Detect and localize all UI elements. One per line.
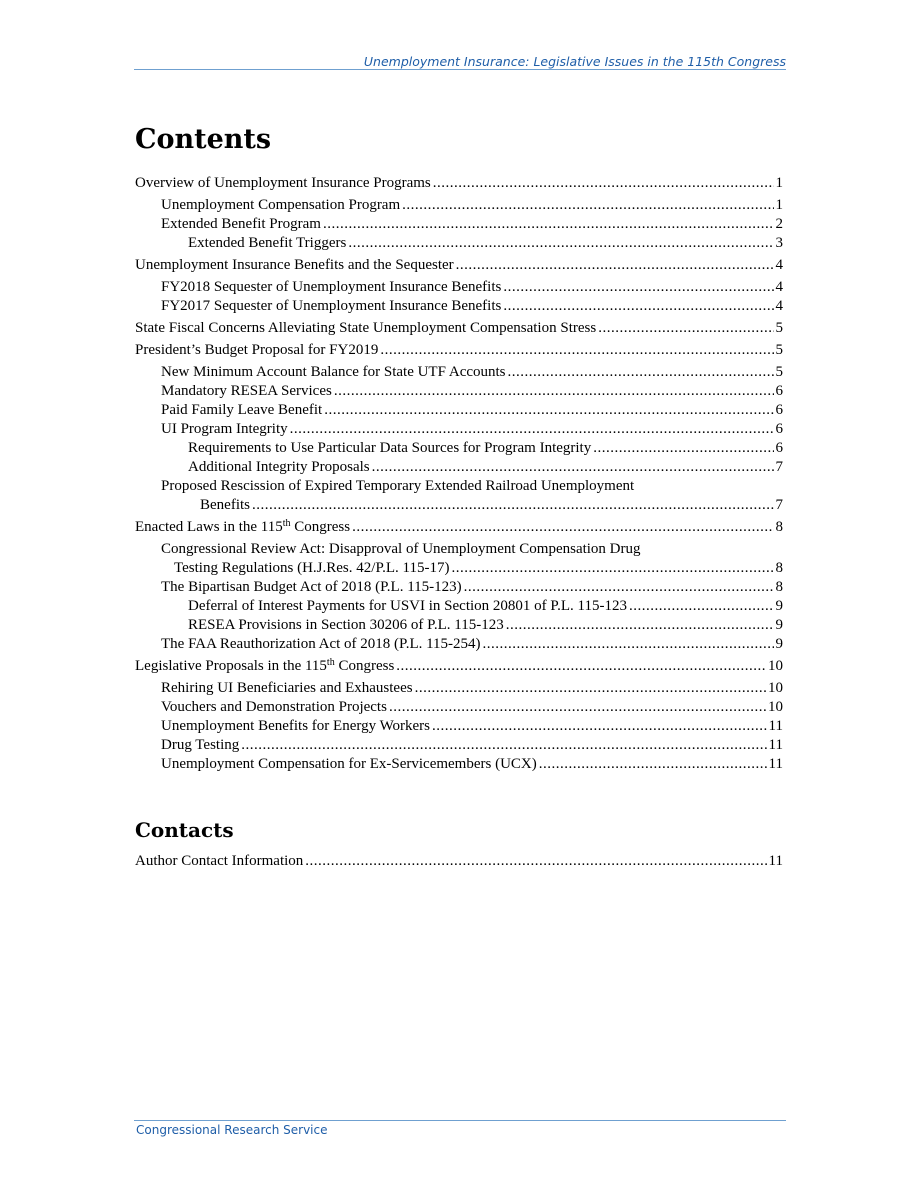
dot-leader <box>503 278 773 297</box>
toc-entry[interactable] <box>135 755 783 774</box>
dot-leader <box>334 382 774 401</box>
dot-leader <box>506 616 774 635</box>
toc-entry[interactable] <box>135 297 783 316</box>
toc-entry[interactable] <box>135 215 783 234</box>
dot-leader <box>464 578 774 597</box>
toc-entry-label: Unemployment Compensation Program <box>161 197 401 213</box>
toc-entry-page: 9 <box>775 617 783 633</box>
toc-entry[interactable] <box>135 458 783 477</box>
toc-entry-label: State Fiscal Concerns Alleviating State Unemployment Compensation Stress <box>135 320 597 336</box>
toc-entry[interactable] <box>135 196 783 215</box>
toc-entry[interactable] <box>135 852 783 871</box>
toc-entry[interactable] <box>135 319 783 338</box>
toc-entry-label: Unemployment Benefits for Energy Workers <box>161 718 431 734</box>
toc-entry[interactable] <box>135 717 783 736</box>
toc-entry-label: Unemployment Insurance Benefits and the Sequester <box>135 257 454 273</box>
header-rule <box>134 69 786 70</box>
dot-leader <box>323 215 774 234</box>
toc-entry[interactable] <box>135 657 783 676</box>
dot-leader <box>290 420 774 439</box>
toc-entry-page: 7 <box>775 497 783 513</box>
toc-entry[interactable] <box>135 174 783 193</box>
toc-entry-label: Testing Regulations (H.J.Res. 42/P.L. 115-17) <box>174 560 450 576</box>
toc-entry-page: 4 <box>775 257 783 273</box>
toc-entry-line1[interactable] <box>135 540 783 559</box>
toc-entry-label: FY2017 Sequester of Unemployment Insurance Benefits <box>161 298 502 314</box>
toc-entry-label: Requirements to Use Particular Data Sources for Program Integrity <box>188 440 592 456</box>
toc-entry-label: Extended Benefit Program <box>161 216 321 232</box>
toc-entry[interactable] <box>135 616 783 635</box>
dot-leader <box>598 319 773 338</box>
dot-leader <box>539 755 767 774</box>
toc-entry-page: 8 <box>775 560 783 576</box>
toc-entry-label: UI Program Integrity <box>161 421 288 437</box>
toc-entry-page: 2 <box>775 216 783 232</box>
toc-entry[interactable] <box>135 679 783 698</box>
toc-entry-page: 10 <box>768 680 783 696</box>
toc-entry-page: 8 <box>775 519 783 535</box>
toc-entry-line2[interactable] <box>135 496 783 515</box>
toc-entry-label: RESEA Provisions in Section 30206 of P.L. 115-123 <box>188 617 504 633</box>
toc-entry-page: 11 <box>768 718 783 734</box>
dot-leader <box>402 196 773 215</box>
toc-entry-page: 11 <box>768 737 783 753</box>
dot-leader <box>348 234 773 253</box>
toc-entry-page: 11 <box>768 756 783 772</box>
toc-entry-page: 1 <box>775 197 783 213</box>
toc-entry-label: The FAA Reauthorization Act of 2018 (P.L. 115-254) <box>161 636 481 652</box>
toc-entry-page: 4 <box>775 279 783 295</box>
dot-leader <box>396 657 766 676</box>
toc-entry-label: New Minimum Account Balance for State UTF Accounts <box>161 364 506 380</box>
toc-entry-page: 10 <box>768 658 783 674</box>
toc-entry[interactable] <box>135 401 783 420</box>
toc-entry[interactable] <box>135 382 783 401</box>
toc-entry-label: Overview of Unemployment Insurance Programs <box>135 175 431 191</box>
toc-entry-label: Enacted Laws in the 115th Congress <box>135 518 351 535</box>
toc-entry[interactable] <box>135 234 783 253</box>
dot-leader <box>389 698 766 717</box>
toc-entry-page: 11 <box>768 853 783 869</box>
toc-entry[interactable] <box>135 341 783 360</box>
toc-entry-label: Benefits <box>200 497 250 513</box>
contacts-list <box>135 852 783 871</box>
toc-entry-page: 6 <box>775 440 783 456</box>
toc-entry-label: Author Contact Information <box>135 853 304 869</box>
dot-leader <box>503 297 773 316</box>
dot-leader <box>433 174 774 193</box>
toc-entry-label: FY2018 Sequester of Unemployment Insurance Benefits <box>161 279 502 295</box>
toc-entry-page: 6 <box>775 383 783 399</box>
toc-entry[interactable] <box>135 597 783 616</box>
toc-entry-page: 9 <box>775 636 783 652</box>
toc-entry-label: Vouchers and Demonstration Projects <box>161 699 387 715</box>
toc-entry[interactable] <box>135 736 783 755</box>
toc-entry-label: Legislative Proposals in the 115th Congress <box>135 657 395 674</box>
dot-leader <box>415 679 766 698</box>
dot-leader <box>483 635 774 654</box>
dot-leader <box>352 518 773 537</box>
toc-entry-label: Proposed Rescission of Expired Temporary Extended Railroad Unemployment <box>161 478 635 494</box>
toc-entry-label: Paid Family Leave Benefit <box>161 402 323 418</box>
toc-entry-label: Drug Testing <box>161 737 240 753</box>
dot-leader <box>380 341 773 360</box>
toc-entry[interactable] <box>135 439 783 458</box>
toc-entry-label: Extended Benefit Triggers <box>188 235 347 251</box>
toc-entry-page: 6 <box>775 402 783 418</box>
toc-entry-label: Deferral of Interest Payments for USVI in Section 20801 of P.L. 115-123 <box>188 598 627 614</box>
toc-entry[interactable] <box>135 256 783 275</box>
toc-entry-page: 6 <box>775 421 783 437</box>
dot-leader <box>451 559 773 578</box>
toc-entry-page: 7 <box>775 459 783 475</box>
running-header: Unemployment Insurance: Legislative Issues in the 115th Congress <box>363 54 786 69</box>
toc-entry[interactable] <box>135 420 783 439</box>
footer-publisher: Congressional Research Service <box>136 1123 328 1137</box>
dot-leader <box>629 597 774 616</box>
toc-entry-label: Rehiring UI Beneficiaries and Exhaustees <box>161 680 413 696</box>
toc-entry-label: The Bipartisan Budget Act of 2018 (P.L. 115-123) <box>161 579 462 595</box>
toc-entry[interactable] <box>135 635 783 654</box>
dot-leader <box>593 439 773 458</box>
dot-leader <box>432 717 767 736</box>
dot-leader <box>372 458 774 477</box>
contacts-heading: Contacts <box>135 818 234 842</box>
toc-entry-page: 5 <box>775 320 783 336</box>
toc-entry-page: 10 <box>768 699 783 715</box>
toc-entry-label: Congressional Review Act: Disapproval of Unemployment Compensation Drug <box>161 541 641 557</box>
toc-entry-page: 8 <box>775 579 783 595</box>
table-of-contents <box>135 174 783 774</box>
toc-entry-page: 4 <box>775 298 783 314</box>
dot-leader <box>456 256 774 275</box>
dot-leader <box>508 363 774 382</box>
toc-entry-line2[interactable] <box>135 559 783 578</box>
toc-entry[interactable] <box>135 363 783 382</box>
toc-entry-label: Additional Integrity Proposals <box>188 459 370 475</box>
toc-entry-label: Unemployment Compensation for Ex-Servicemembers (UCX) <box>161 756 537 772</box>
dot-leader <box>241 736 766 755</box>
toc-entry-line1[interactable] <box>135 477 783 496</box>
toc-entry[interactable] <box>135 518 783 537</box>
dot-leader <box>305 852 766 871</box>
toc-entry-page: 1 <box>775 175 783 191</box>
toc-entry-label: President’s Budget Proposal for FY2019 <box>135 342 379 358</box>
dot-leader <box>324 401 773 420</box>
toc-entry-label: Mandatory RESEA Services <box>161 383 332 399</box>
footer-rule <box>134 1120 786 1121</box>
dot-leader <box>252 496 774 515</box>
contents-heading: Contents <box>135 124 272 155</box>
toc-entry-page: 5 <box>775 342 783 358</box>
toc-entry-page: 3 <box>775 235 783 251</box>
toc-entry[interactable] <box>135 278 783 297</box>
toc-entry-page: 9 <box>775 598 783 614</box>
toc-entry[interactable] <box>135 698 783 717</box>
toc-entry[interactable] <box>135 578 783 597</box>
toc-entry-page: 5 <box>775 364 783 380</box>
